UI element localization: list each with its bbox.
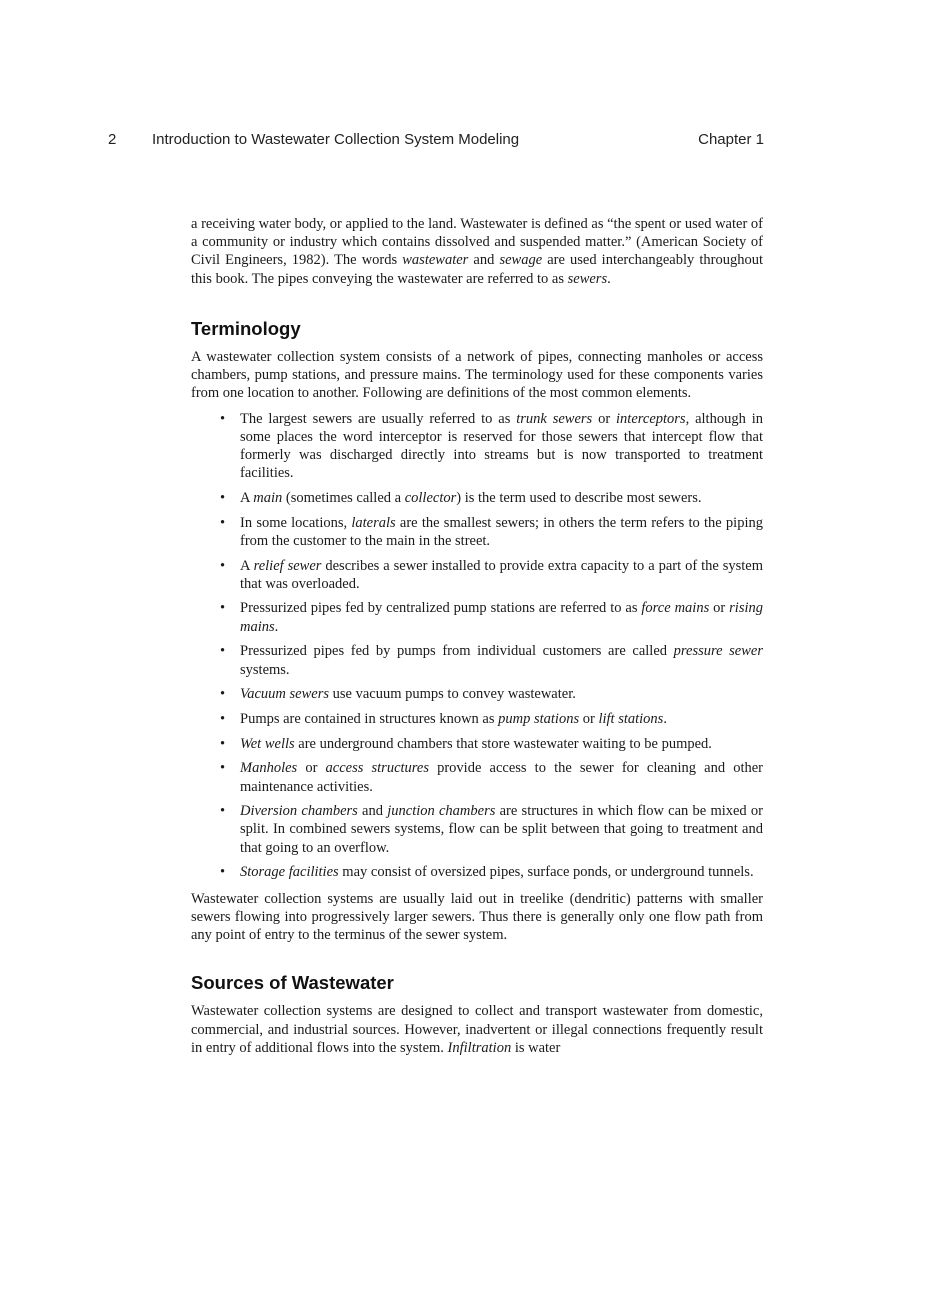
bullet-icon: • <box>220 710 226 727</box>
list-item: • Wet wells are underground chambers that store wastewater waiting to be pumped. <box>220 735 712 752</box>
bullet-icon: • <box>220 760 226 777</box>
bullet-icon: • <box>220 600 226 617</box>
list-item: • Pumps are contained in structures known as pump stations or lift stations. <box>220 710 667 727</box>
list-item: • Pressurized pipes fed by centralized pump stations are referred to as force mains or rising mains. <box>220 600 763 635</box>
bullet-icon: • <box>220 557 226 574</box>
list-item: • The largest sewers are usually referred to as trunk sewers or interceptors, although in some places the word interceptor is reserved for those sewers that intercept flow that formerly was discharged directly into streams but is now transported to treatment facilities. <box>220 410 763 482</box>
bullet-icon: • <box>220 643 226 660</box>
list-item: • In some locations, laterals are the smallest sewers; in others the term refers to the piping from the customer to the main in the street. <box>220 514 763 549</box>
terminology-heading: Terminology <box>191 317 301 339</box>
terminology-list <box>191 410 763 882</box>
terminology-paragraph: A wastewater collection system consists of a network of pipes, connecting manholes or access chambers, pump stations, and pressure mains. The terminology used for these components varies from one location to another. Following are definitions of the most common elements. <box>191 349 763 402</box>
page-number: 2 <box>108 131 117 148</box>
bullet-icon: • <box>220 410 226 427</box>
list-item: • A relief sewer describes a sewer installed to provide extra capacity to a part of the system that was overloaded. <box>220 557 764 592</box>
page-body <box>191 215 763 1057</box>
bullet-icon: • <box>220 803 226 820</box>
list-item: • Manholes or access structures provide access to the sewer for cleaning and other maintenance activities. <box>220 760 763 795</box>
sources-paragraph: Wastewater collection systems are designed to collect and transport wastewater from domestic, commercial, and industrial sources. However, inadvertent or illegal connections frequently result in entry of additional flows into the system. Infiltration is water <box>191 1003 763 1056</box>
bullet-icon: • <box>220 514 226 531</box>
bullet-icon: • <box>220 686 226 703</box>
bullet-icon: • <box>220 489 226 506</box>
bullet-icon: • <box>220 735 226 752</box>
list-item: • A main (sometimes called a collector) is the term used to describe most sewers. <box>220 489 702 506</box>
list-item: • Storage facilities may consist of oversized pipes, surface ponds, or underground tunnels. <box>220 864 754 881</box>
dendritic-paragraph: Wastewater collection systems are usually laid out in treelike (dendritic) patterns with smaller sewers flowing into progressively larger sewers. Thus there is generally only one flow path from any point of entry to the terminus of the sewer system. <box>191 890 763 943</box>
sources-heading: Sources of Wastewater <box>191 972 394 994</box>
chapter-label: Chapter 1 <box>698 131 764 148</box>
intro-paragraph: a receiving water body, or applied to the land. Wastewater is defined as “the spent or used water of a community or industry which contains dissolved and suspended matter.” (American Society of Civil Engineers, 1982). The words wastewater and sewage are used interchangeably throughout this book. The pipes conveying the wastewater are referred to as sewers. <box>191 216 763 287</box>
list-item: • Vacuum sewers use vacuum pumps to convey wastewater. <box>220 686 576 703</box>
running-title: Introduction to Wastewater Collection System Modeling <box>152 131 520 148</box>
list-item: • Diversion chambers and junction chambers are structures in which flow can be mixed or split. In combined sewers systems, flow can be split between that going to treatment and that going to an overflow. <box>220 803 763 856</box>
bullet-icon: • <box>220 864 226 881</box>
list-item: • Pressurized pipes fed by pumps from individual customers are called pressure sewer systems. <box>220 643 763 678</box>
